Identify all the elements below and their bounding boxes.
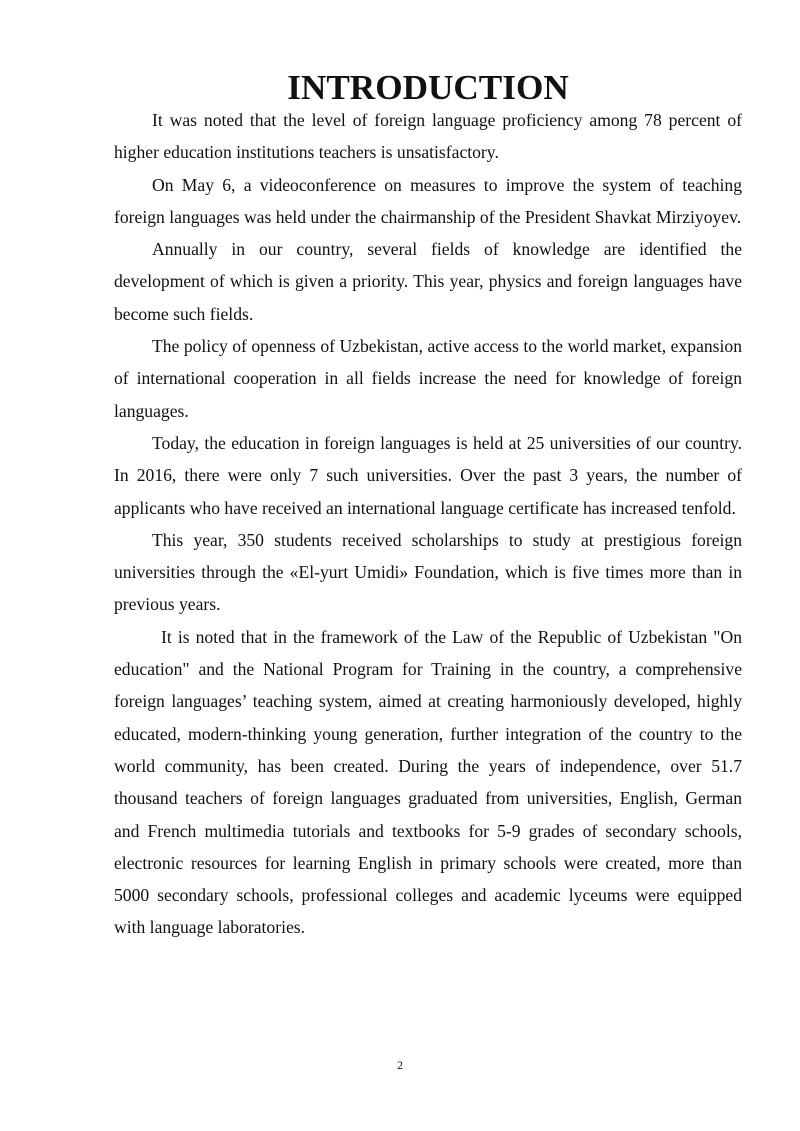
paragraph-5: Today, the education in foreign languages is held at 25 universities of our country. In 2016, there were only 7 such universities. Over the past 3 years, the number of applicants who have received an international language certificate has increased tenfold. [114,432,742,518]
paragraph-1: It was noted that the level of foreign language proficiency among 78 percent of higher education institutions teachers is unsatisfactory. [114,110,742,163]
section-title: INTRODUCTION [287,68,569,107]
page-content [114,68,742,944]
paragraph-7: It is noted that in the framework of the Law of the Republic of Uzbekistan "On education" and the National Program for Training in the country, a comprehensive foreign languages’ teaching system, aimed at creating harmoniously developed, highly educated, modern-thinking young generation, further integration of the country to the world community, has been created. During the years of independence, over 51.7 thousand teachers of foreign languages graduated from universities, English, German and French multimedia tutorials and textbooks for 5-9 grades of secondary schools, electronic resources for learning English in primary schools were created, more than 5000 secondary schools, professional colleges and academic lyceums were equipped with language laboratories. [114,626,742,938]
paragraph-4: The policy of openness of Uzbekistan, active access to the world market, expansion of international cooperation in all fields increase the need for knowledge of foreign languages. [114,336,742,421]
paragraph-6: This year, 350 students received scholarships to study at prestigious foreign universities through the «El-yurt Umidi» Foundation, which is five times more than in previous years. [114,529,742,615]
paragraph-2: On May 6, a videoconference on measures to improve the system of teaching foreign languages was held under the chairmanship of the President Shavkat Mirziyoyev. [114,174,742,227]
paragraph-3: Annually in our country, several fields of knowledge are identified the development of which is given a priority. This year, physics and foreign languages have become such fields. [114,239,742,324]
page-number: 2 [397,1058,403,1072]
